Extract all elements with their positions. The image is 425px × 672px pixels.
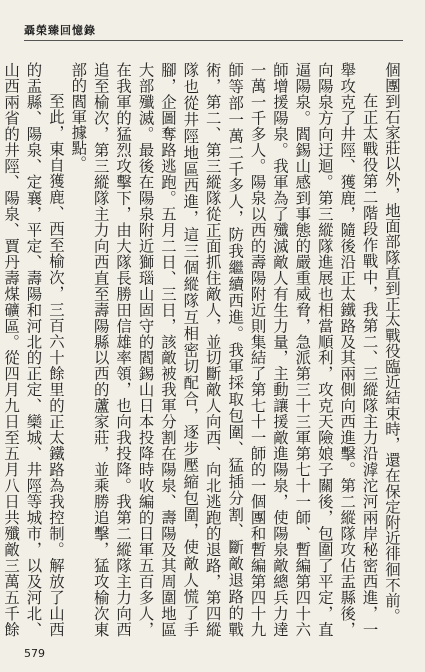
page-number: 579: [24, 647, 45, 660]
paragraph-1: 個團到石家莊以外，地面部隊直到正太戰役臨近結束時，還在保定附近徘徊不前。: [383, 62, 401, 624]
header-rule: [24, 40, 403, 41]
paragraph-2: 在正太戰役第二階段作戰中，我第二、三縱隊主力沿滹沱河兩岸秘密西進，一舉攻克了井陘、獲鹿，隨後沿正太鐵路及其兩側向西進擊。第二縱隊攻佔盂縣後，向陽泉方向迂迴。第三縱隊進展也相當順利，攻克天險娘子關後，包圍了平定，直逼陽泉。閻錫山感到事態的嚴重威脅，急派第三十三軍第七十一師、暫編第四十六師增援陽泉。我軍為了殲滅敵人有生力量，主動讓援敵進陽泉，使陽泉敵總兵力達一萬一千多人。陽泉以西的壽陽附近則集結了第七十一師的一個團和暫編第四十九師等部一萬二千多人，防我繼續西進。我軍採取包圍、猛插分割、斷敵退路的戰術，第二、第三縱隊從正面抓住敵人，並切斷敵人向西、向北逃跑的退路，第四縱隊也從井陘地區西進，這三個縱隊互相密切配合，逐步壓縮包圍，使敵人慌了手腳，企圖奪路逃跑。五月二日、三日，該敵被我軍分割在陽泉、壽陽及其周圍地區大部殲滅。最後在陽泉附近獅瑙山固守的閻錫山日本投降時收編的日軍五百多人，在我軍的猛烈攻擊下，由大隊長勝田信雄率領，也向我投降。我第二縱隊主力向西追至榆次，第三縱隊主力向西直至壽陽縣以西的蘆家莊，並乘勝追擊，猛攻榆次東部的閻軍據點。: [69, 62, 379, 637]
body-text: [2, 62, 403, 637]
paragraph-3: 至此，東自獲鹿、西至榆次，三百六十餘里的正太鐵路為我控制。解放了山西的盂縣、陽泉、定襄，平定、壽陽和河北的正定、欒城、井陘等城市，以及河北、山西兩省的井陘、陽泉、賈丹壽煤礦區。從四月九日至五月八日共殲敵三萬五千餘: [2, 62, 65, 637]
running-header: 聶榮臻回憶錄: [24, 24, 96, 37]
